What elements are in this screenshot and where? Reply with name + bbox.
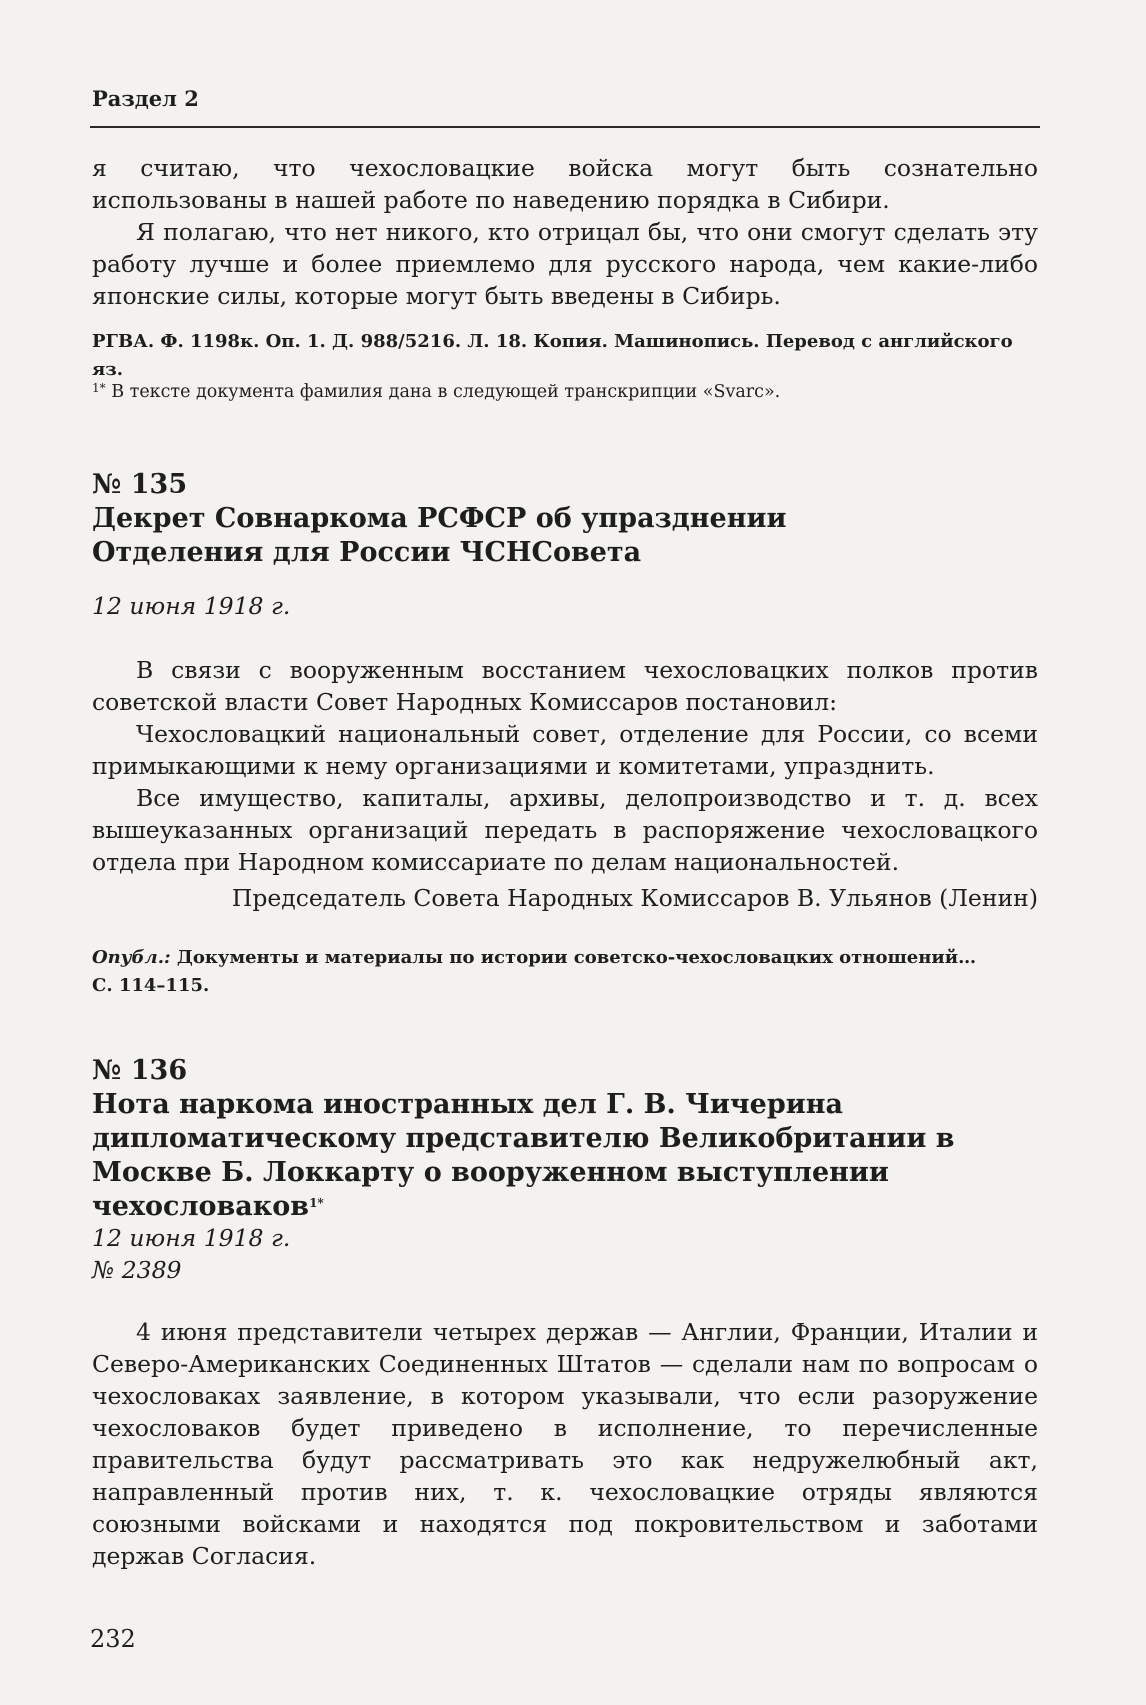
doc136-ref: № 2389 [92, 1256, 182, 1284]
publication-label: Опубл.: [92, 947, 171, 968]
footnote [92, 380, 1038, 404]
section-header: Раздел 2 [92, 86, 199, 111]
doc136-date-block [92, 1222, 1038, 1286]
doc136-title-mark: 1* [309, 1196, 324, 1210]
doc136-number: № 136 [92, 1055, 188, 1086]
doc136-paragraph-1: 4 июня представители четырех держав — Англии, Франции, Италии и Северо-Американских Соединенных Штатов — сделали нам по вопросам о чехословаках заявление, в котором указывали, что если разоружение чехословаков будет приведено в исполнение, то перечисленные правительства будут рассматривать это как недружелюбный акт, направленный против них, т. к. чехословацкие отряды являются союзными войсками и находятся под покровительством и заботами держав Согласия. [92, 1318, 1038, 1570]
footnote-mark: 1* [92, 381, 106, 395]
doc135-signature: Председатель Совета Народных Комиссаров В. Ульянов (Ленин) [231, 884, 1038, 912]
doc135-heading [92, 468, 872, 570]
intro-paragraph-2: Я полагаю, что нет никого, кто отрицал бы, что они смогут сделать эту работу лучше и более приемлемо для русского народа, чем какие-либо японские силы, которые могут быть введены в Сибирь. [92, 218, 1038, 310]
doc135-publication [92, 944, 1038, 1000]
doc135-title: Декрет Совнаркома РСФСР об упразднении Отделения для России ЧСНСовета [92, 503, 787, 568]
publication-pages: С. 114–115. [92, 975, 210, 996]
publication-text: Документы и материалы по истории советско-чехословацких отношений… [176, 947, 977, 968]
archive-source: РГВА. Ф. 1198к. Оп. 1. Д. 988/5216. Л. 18. Копия. Машинопись. Перевод с английского яз. [92, 331, 1013, 380]
page-number: 232 [90, 1625, 136, 1653]
intro-block [92, 152, 1038, 312]
doc135-paragraph-2: Чехословацкий национальный совет, отделение для России, со всеми примыкающими к нему организациями и комитетами, упразднить. [92, 720, 1038, 780]
doc136-title [92, 1088, 1038, 1224]
doc135-number: № 135 [92, 469, 188, 500]
doc135-date: 12 июня 1918 г. [92, 592, 291, 620]
doc136-heading [92, 1054, 1038, 1224]
header-rule [90, 126, 1040, 128]
footnote-text: В тексте документа фамилия дана в следующей транскрипции «Svarc». [111, 382, 781, 402]
doc136-body [92, 1316, 1038, 1572]
doc136-title-text: Нота наркома иностранных дел Г. В. Чичерина дипломатическому представителю Великобритании в Москве Б. Локкарту о вооруженном выступлении чехословаков [92, 1089, 955, 1222]
doc136-date: 12 июня 1918 г. [92, 1224, 291, 1252]
doc135-body [92, 654, 1038, 878]
intro-paragraph-1: я считаю, что чехословацкие войска могут быть сознательно использованы в нашей работе по наведению порядка в Сибири. [92, 154, 1038, 214]
doc135-paragraph-1: В связи с вооруженным восстанием чехословацких полков против советской власти Совет Народных Комиссаров постановил: [92, 656, 1038, 716]
doc135-paragraph-3: Все имущество, капиталы, архивы, делопроизводство и т. д. всех вышеуказанных организаций передать в распоряжение чехословацкого отдела при Народном комиссариате по делам национальностей. [92, 784, 1038, 876]
